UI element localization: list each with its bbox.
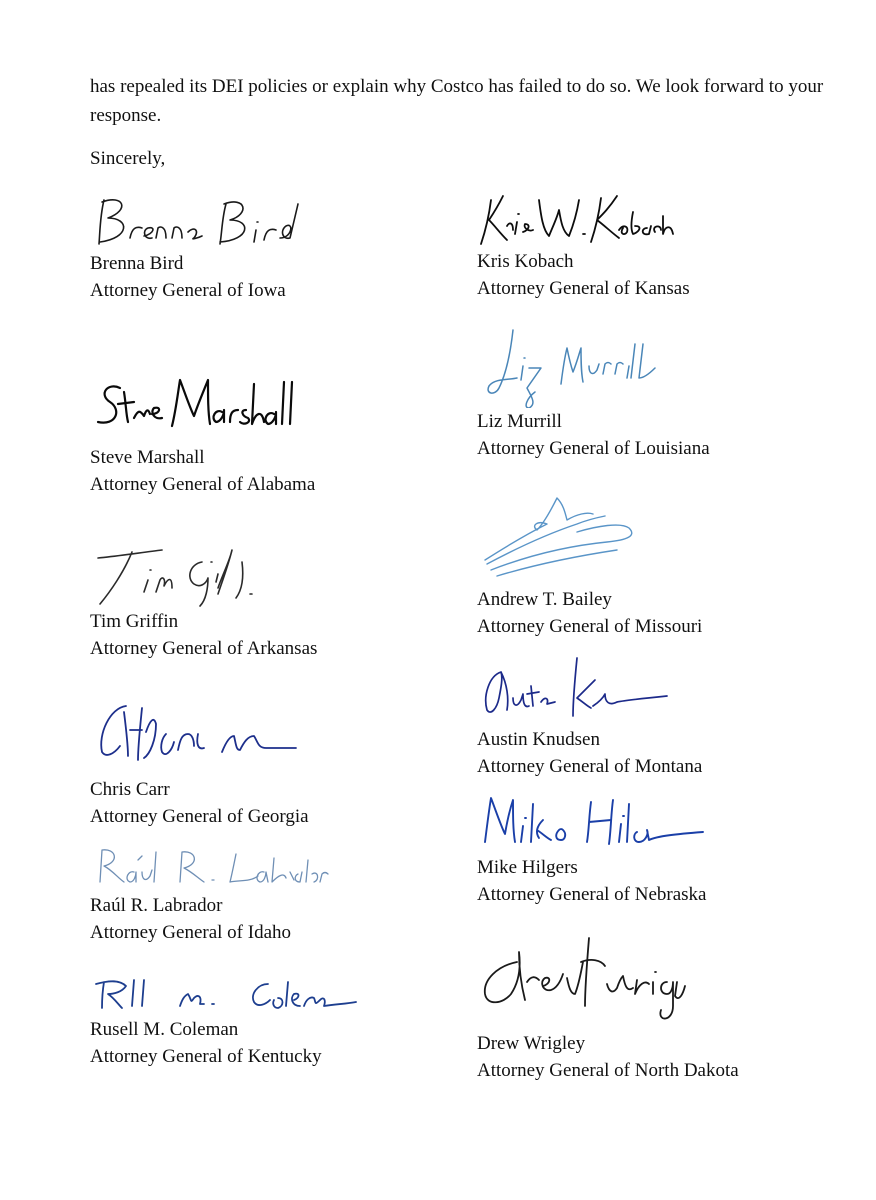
- signature-block-kris-kobach: [477, 186, 837, 302]
- austin-knudsen-signature: [477, 654, 677, 726]
- signatory-title: Attorney General of Arkansas: [90, 638, 318, 659]
- signatory-title: Attorney General of Iowa: [90, 280, 286, 301]
- signatory-name: Andrew T. Bailey: [477, 589, 612, 610]
- signatory-title: Attorney General of Georgia: [90, 806, 309, 827]
- signatory-name: Austin Knudsen: [477, 729, 600, 750]
- brenna-bird-signature: [90, 192, 320, 250]
- closing-paragraph: has repealed its DEI policies or explain why Costco has failed to do so. We look forward to your response.: [90, 76, 824, 126]
- signatory-title: Attorney General of Missouri: [477, 616, 703, 637]
- signatory-title: Attorney General of Alabama: [90, 474, 316, 495]
- signatory-title: Attorney General of Idaho: [90, 922, 292, 943]
- rusell-m-coleman-signature: [90, 970, 360, 1016]
- signatory-name: Raúl R. Labrador: [90, 895, 223, 916]
- signatory-name: Mike Hilgers: [477, 857, 578, 878]
- signatory-name: Liz Murrill: [477, 411, 562, 432]
- kris-kobach-signature: [477, 186, 677, 248]
- signatory-title: Attorney General of Kansas: [477, 278, 690, 299]
- signature-block-andrew-t-bailey: [477, 490, 837, 640]
- chris-carr-signature: [90, 694, 310, 776]
- signature-block-liz-murrill: [477, 322, 837, 462]
- signatory-title: Attorney General of Kentucky: [90, 1046, 322, 1067]
- signature-block-austin-knudsen: [477, 654, 837, 780]
- signature-block-mike-hilgers: [477, 790, 837, 908]
- andrew-t-bailey-signature: [477, 490, 647, 586]
- tim-griffin-signature: [90, 538, 280, 608]
- mike-hilgers-signature: [477, 790, 727, 854]
- signatory-title: Attorney General of Montana: [477, 756, 703, 777]
- signature-block-steve-marshall: [90, 370, 450, 498]
- drew-wrigley-signature: [477, 922, 697, 1030]
- signatory-name: Tim Griffin: [90, 611, 179, 632]
- closing-salutation: Sincerely,: [90, 148, 166, 169]
- signatory-name: Steve Marshall: [90, 447, 205, 468]
- signature-block-brenna-bird: [90, 192, 450, 304]
- signature-block-tim-griffin: [90, 538, 450, 662]
- signatory-name: Brenna Bird: [90, 253, 184, 274]
- signatory-name: Kris Kobach: [477, 251, 574, 272]
- signatory-title: Attorney General of Nebraska: [477, 884, 707, 905]
- signatory-title: Attorney General of North Dakota: [477, 1060, 739, 1081]
- signatory-name: Chris Carr: [90, 779, 170, 800]
- signatory-name: Rusell M. Coleman: [90, 1019, 239, 1040]
- liz-murrill-signature: [477, 322, 657, 408]
- signatory-name: Drew Wrigley: [477, 1033, 586, 1054]
- signatory-title: Attorney General of Louisiana: [477, 438, 710, 459]
- raul-r-labrador-signature: [90, 842, 330, 892]
- signature-block-drew-wrigley: [477, 922, 837, 1084]
- signature-block-rusell-m-coleman: [90, 970, 450, 1070]
- steve-marshall-signature: [90, 370, 300, 444]
- signature-block-raul-r-labrador: [90, 842, 450, 946]
- signature-block-chris-carr: [90, 694, 450, 830]
